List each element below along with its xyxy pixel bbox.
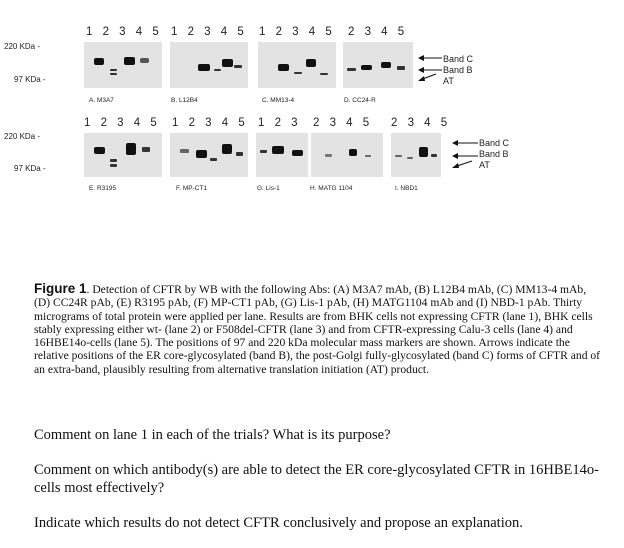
figure-caption (34, 282, 604, 376)
blot-panel-f (170, 133, 248, 177)
panel-label-e: E. R3195 (89, 185, 117, 192)
panel-label-h: H. MATG 1104 (310, 185, 353, 192)
band-b-label-bottom: Band B (479, 149, 509, 159)
panel-label-i: I. NBD1 (395, 185, 418, 192)
marker-97-bottom: 97 KDa - (14, 164, 46, 173)
blot-panel-g (256, 133, 308, 177)
band-c-label: Band C (443, 54, 474, 64)
band-arrows-bottom-icon (450, 137, 480, 173)
blot-panel-a (84, 42, 162, 88)
lane-labels-d: 2 3 4 5 (348, 26, 408, 38)
lane-labels-e: 1 2 3 4 5 (84, 117, 161, 129)
lane-labels-h: 2 3 4 5 (313, 117, 373, 129)
blot-panel-h (311, 133, 383, 177)
at-label-bottom: AT (479, 160, 490, 170)
lane-labels-i: 2 3 4 5 (391, 117, 451, 129)
question-2: Comment on which antibody(s) are able to detect the ER core-glycosylated CFTR in 16HBE14o-cells most effectively? (34, 462, 599, 496)
blot-panel-d (343, 42, 413, 88)
blot-panel-e (84, 133, 162, 177)
lane-labels-b: 1 2 3 4 5 (171, 26, 248, 38)
figure-title: Figure 1 (34, 281, 87, 296)
at-label: AT (443, 76, 454, 86)
band-labels-bottom (479, 138, 509, 171)
band-labels-top (443, 54, 473, 87)
panel-label-c: C. MM13-4 (262, 97, 295, 104)
lane-labels-a: 1 2 3 4 5 (86, 26, 163, 38)
caption-text: . Detection of CFTR by WB with the following Abs: (A) M3A7 mAb, (B) L12B4 mAb, (C) MM13-4 mAb, (D) CC24R pAb, (E) R3195 pAb, (F) MP-CT1 pAb, (G) Lis-1 pAb, (H) MATG1104 mAb and (I) NBD-1 pAb. Thirty micrograms of total protein were applied per lane. Results are from BHK cells not expressing CFTR (lane 1), BHK cells stably expressing either wt- (lane 2) or F508del-CFTR (lane 3) and from CFTR-expressing Calu-3 cells (lane 4) and 16HBE14o-cells (lane 5). The positions of 97 and 220 kDa molecular mass markers are shown. Arrows indicate the relative positions of the ER core-glycosylated (band B), the post-Golgi fully-glycosylated (band C) forms of CFTR and of an extra-band, plausibly resulting from alternative translation initiation (AT) product. (34, 283, 601, 376)
lane-labels-c: 1 2 3 4 5 (259, 26, 336, 38)
marker-220-bottom: 220 KDa - (4, 132, 41, 141)
panel-label-d: D. CC24-R (344, 97, 376, 104)
question-1: Comment on lane 1 in each of the trials? What is its purpose? (34, 427, 391, 443)
question-3: Indicate which results do not detect CFTR conclusively and propose an explanation. (34, 515, 523, 531)
panel-label-a: A. M3A7 (89, 97, 114, 104)
panel-label-b: B. L12B4 (171, 97, 198, 104)
lane-labels-g: 1 2 3 (258, 117, 302, 129)
blot-panel-c (258, 42, 336, 88)
blot-panel-b (170, 42, 248, 88)
band-arrows-icon (416, 52, 444, 86)
band-b-label: Band B (443, 65, 473, 75)
lane-labels-f: 1 2 3 4 5 (172, 117, 249, 129)
panel-label-g: G. Lis-1 (257, 185, 280, 192)
band-c-label-bottom: Band C (479, 138, 510, 148)
panel-label-f: F. MP-CT1 (176, 185, 208, 192)
marker-97: 97 KDa - (14, 75, 46, 84)
blot-panel-i (391, 133, 441, 177)
marker-220: 220 KDa - (4, 42, 41, 51)
